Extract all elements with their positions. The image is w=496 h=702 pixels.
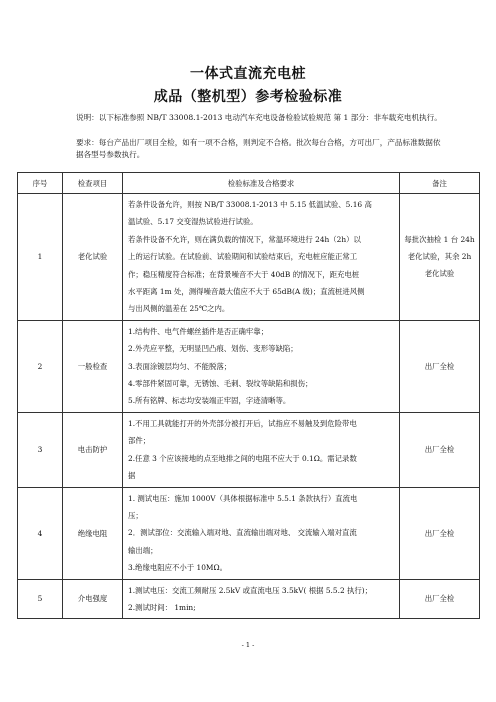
header-item: 检查项目 (63, 173, 123, 194)
row-remark: 出厂全检 (400, 412, 480, 487)
row-standard (123, 487, 400, 579)
row-item: 电击防护 (63, 412, 123, 487)
row-standard (123, 320, 400, 412)
intro-description: 说明：以下标准参照 NB/T 33008.1-2013 电动汽车充电设备检验试验规范 第 1 部分：非车载充电机执行。 (76, 113, 442, 122)
standard-line: 压； (128, 510, 143, 520)
standard-line: 1.不用工具就能打开的外壳部分被打开后，试指应不易触及到危险带电 (128, 418, 357, 428)
table-header-row (18, 173, 480, 194)
standard-line: 3.绝缘电阻应不小于 10MΩ。 (128, 563, 228, 573)
table-row (18, 487, 480, 579)
header-remark: 备注 (400, 173, 480, 194)
standard-line: 作；稳压精度符合标准；在背景噪音不大于 40dB 的情况下，距充电桩 (128, 269, 360, 279)
standard-line: 1. 测试电压：施加 1000V（具体根据标准中 5.5.1 条款执行）直流电 (128, 493, 358, 503)
row-item: 老化试验 (63, 194, 123, 321)
row-no: 3 (18, 412, 63, 487)
row-item: 绝缘电阻 (63, 487, 123, 579)
standard-line: 2.外壳应平整，无明显凹凸痕、划伤、变形等缺陷； (128, 344, 298, 354)
row-remark: 每批次抽检 1 台 24h 老化试验，其余 2h 老化试验 (400, 194, 480, 321)
standard-line: 2.任意 3 个应该接地的点至地排之间的电阻不应大于 0.1Ω。需记录数 (128, 453, 357, 463)
standard-line: 据 (128, 471, 136, 481)
row-remark: 出厂全检 (400, 579, 480, 619)
row-no: 5 (18, 579, 63, 619)
header-standard: 检验标准及合格要求 (123, 173, 400, 194)
standard-line: 部件； (128, 436, 151, 446)
row-no: 4 (18, 487, 63, 579)
row-standard (123, 579, 400, 619)
standard-line: 温试验、5.17 交变湿热试验进行试验。 (128, 217, 258, 227)
standard-line: 2.测试时间： 1min; (128, 602, 196, 612)
standard-line: 5.所有铭牌、标志均安装端正牢固，字迹清晰等。 (128, 396, 291, 406)
row-standard (123, 412, 400, 487)
document-subtitle: 成品（整机型）参考检验标准 (153, 89, 343, 105)
standard-line: 1.结构件、电气件螺丝插件是否正确牢靠； (128, 326, 269, 336)
row-remark: 出厂全检 (400, 487, 480, 579)
table-row (18, 194, 480, 321)
standard-line: 若条件设备允许，则按 NB/T 33008.1-2013 中 5.15 低温试验、5.16 高 (128, 200, 372, 209)
row-item: 一般检查 (63, 320, 123, 412)
row-standard (123, 194, 400, 321)
standard-line: 若条件设备不允许，则在满负载的情况下，常温环境进行 24h（2h）以 (128, 234, 361, 244)
document-title: 一体式直流充电桩 (190, 66, 306, 82)
row-no: 2 (18, 320, 63, 412)
standard-line: 2．测试部位：交流输入端对地、直流输出端对地、 交流输入端对直流 (128, 528, 357, 538)
row-item: 介电强度 (63, 579, 123, 619)
table-row (18, 579, 480, 619)
page-number: - 1 - (241, 641, 255, 649)
intro-requirement: 要求：每台产品出厂项目全检，如有一项不合格，则判定不合格。批次每台合格，方可出厂，产品标准数据依据各型号参数执行。 (76, 138, 441, 159)
standard-line: 3.表面涂镀层均匀、不能脱落； (128, 361, 232, 371)
standard-line: 上的运行试验。在试验前、试验期间和试验结束后，充电桩应能正常工 (128, 252, 358, 262)
table-row (18, 320, 480, 412)
standard-line: 输出端； (128, 545, 158, 555)
row-no: 1 (18, 194, 63, 321)
standard-line: 水平距离 1m 处，测得噪音最大值应不大于 65dB(A 级)；直流桩进风侧 (128, 287, 365, 297)
header-no: 序号 (18, 173, 63, 194)
table-row (18, 412, 480, 487)
row-remark: 出厂全检 (400, 320, 480, 412)
standard-line: 与出风侧的温差在 25℃之内。 (128, 304, 230, 314)
inspection-table (17, 172, 480, 619)
standard-line: 1.测试电压：交流工频耐压 2.5kV 或直流电压 3.5kV( 根据 5.5.2 执行)； (128, 585, 373, 595)
standard-line: 4.零部件紧固可靠，无锈蚀、毛刺、裂纹等缺陷和损伤； (128, 379, 313, 389)
